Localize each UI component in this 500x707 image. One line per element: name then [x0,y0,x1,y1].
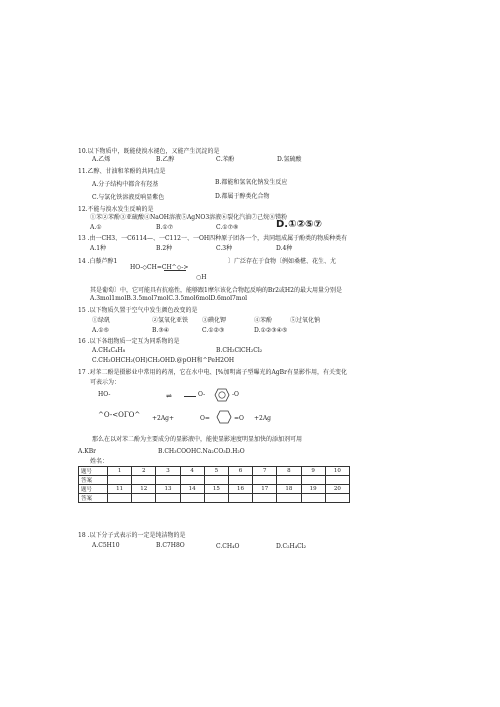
q15-item-1: ①绿矾 [92,317,111,324]
q18-option-a: A.C5H10 [92,542,120,549]
q17-ag: +2Ag [254,415,272,422]
question-number: 5 [204,467,228,476]
question-number: 14 [180,485,204,494]
question-number: 8 [277,467,301,476]
answer-cell[interactable] [253,494,277,503]
answer-cell[interactable] [180,476,204,485]
row-head: 答案 [79,494,108,503]
q10-option-c: C.苯酚 [216,156,235,163]
q12-option-a: A.① [90,224,102,231]
q13-option-c: C.3种 [216,245,233,252]
q14-formula: HO-◇CH=CH^◇-> [130,264,189,271]
q12-option-d: D.①②⑤⑦ [276,219,322,230]
q12-items: ①苯②苯酚③亚硫酸④NaOH溶液⑤AgNO3溶液⑥裂化汽油⑦己烷⑧镁粉 [90,214,288,221]
q11-stem: 11.乙醇、甘油和苯酚的共同点是 [78,168,166,175]
table-row [79,467,350,476]
question-number: 9 [301,467,325,476]
table-row [79,476,350,485]
q16-stem: 16 .以下各组物质一定互为同系物的是 [78,338,180,345]
q11-option-d: D.都属于醇类化合物 [215,193,270,200]
answer-cell[interactable] [132,476,156,485]
q15-option-a: A.①⑤ [92,327,109,334]
answer-cell[interactable] [228,476,252,485]
q18-option-d: D.C₂H₄Cl₂ [276,543,307,550]
answer-cell[interactable] [325,494,349,503]
q17-option-a: A.KBr [78,448,96,455]
quinone-ring-icon [216,410,232,424]
q15-option-d: D.①②③④⑤ [254,327,288,334]
q13-option-a: A.1种 [90,245,107,252]
answer-cell[interactable] [180,494,204,503]
q14-stem-left: 14 .白藜芦醇1 [78,258,118,265]
q11-option-b: B.都能和氢氧化钠发生反应 [215,179,288,186]
q17-bond-line [184,396,196,397]
q18-option-c: C.CH₄O [216,543,240,550]
q11-option-a: A.分子结构中都含有羟基 [92,181,159,188]
q15-item-4: ④苯酚 [254,317,273,324]
q17-stem: 17 .对苯二酚是摄影业中常用的药剂，它在水中电、[%加明离子型曝光的AgBr有显影作用，有关变化 [78,369,347,376]
q17-o-eq-2: =O [234,415,244,422]
answer-cell[interactable] [228,494,252,503]
q17-description: 那么在以对苯二酚为主要成分的显影液中，能使显影速度明显加快的添加剂可用 [92,436,303,443]
q14-options: A.3mol1molB.3.5mol7molC.3.5mol6molD.6mol7mol [90,295,248,302]
answer-cell[interactable] [253,476,277,485]
answer-cell[interactable] [204,494,228,503]
table-row [79,485,350,494]
q17-o-eq: O= [200,415,210,422]
answer-cell[interactable] [301,476,325,485]
row-head: 答案 [79,476,108,485]
q10-option-d: D.氢硫酸 [277,156,302,163]
q17-right-top-o: -O [232,391,239,398]
question-number: 3 [156,467,180,476]
question-number: 6 [228,467,252,476]
question-number: 20 [325,485,349,494]
q18-option-b: B.C7H8O [156,542,185,549]
q17-ho: HO- [98,391,111,398]
q15-option-b: B.③④ [152,327,170,334]
answer-cell[interactable] [132,494,156,503]
table-row [79,494,350,503]
question-number: 2 [132,467,156,476]
q15-stem: 15 .以下物质久置于空气中发生颜色改变的是 [78,307,198,314]
answer-cell[interactable] [301,494,325,503]
q17-ag-ion: +2Ag+ [152,415,175,422]
q12-stem: 12.不能与溴水发生反响的是 [78,206,154,213]
q12-option-b: B.①⑦ [156,224,174,231]
question-number: 15 [204,485,228,494]
q15-item-2: ②氢氧化亚铁 [152,317,189,324]
answer-table [78,466,350,503]
q13-option-b: B.2种 [156,245,173,252]
row-head: 题号 [79,485,108,494]
q13-option-d: D.4种 [276,245,293,252]
answer-cell[interactable] [277,494,301,503]
question-number: 1 [108,467,132,476]
q17-right-top: O- [198,391,206,398]
q16-option-a: A.CH₄C₄H₈ [92,347,126,354]
answer-cell[interactable] [277,476,301,485]
q10-option-a: A.乙烯 [92,156,111,163]
name-label: 姓名： [90,458,109,465]
q14-stem-right: 〕广泛存在于食物〔例如桑椹、花生、尤 [228,258,337,265]
q10-option-b: B.乙醇 [156,156,175,163]
answer-cell[interactable] [156,476,180,485]
question-number: 10 [325,467,349,476]
answer-cell[interactable] [325,476,349,485]
question-number: 16 [228,485,252,494]
question-number: 17 [253,485,277,494]
question-number: 4 [180,467,204,476]
q18-stem: 18 .以下分子式表示的一定是纯洁物的是 [78,532,186,539]
row-head: 题号 [79,467,108,476]
answer-cell[interactable] [108,494,132,503]
q14-formula-bond [164,270,186,271]
q15-option-c: C.①②③ [202,327,225,334]
q17-left-bottom: ^O-<OΓO^ [98,411,141,419]
q14-continuation: 其是葡萄〕中，它可能具有抗癌性，能够跟1摩尔该化合物起反响的Br2或H2的最大用量分别是 [90,287,342,294]
q16-option-b: B.CH₃ClCH₂Cl₂ [216,347,263,354]
q17-stem-2: 可表示为： [90,379,121,386]
question-number: 12 [132,485,156,494]
answer-cell[interactable] [156,494,180,503]
question-number: 18 [277,485,301,494]
q17-option-bcd: B.CH₃COOHC.Na₂CO₃D.H₂O [158,448,245,455]
question-number: 7 [253,467,277,476]
q11-option-c: C.与氯化铁溶液反响显紫色 [92,194,165,201]
q15-item-3: ③碘化钾 [202,317,227,324]
answer-cell[interactable] [108,476,132,485]
question-number: 11 [108,485,132,494]
question-number: 19 [301,485,325,494]
q15-item-5: ⑤过氧化钠 [290,317,321,324]
q13-stem: 13 .由一CH3、一C6114—、一C112一、一OH四种原子团各一个，共同组成属于酚类的物质种类有 [78,235,348,242]
q17-arrow-icon: ⇌ [166,392,172,400]
answer-cell[interactable] [204,476,228,485]
q14-formula-oh: ○H [196,274,207,281]
q12-option-c: C.①⑦⑧ [216,224,239,231]
question-number: 13 [156,485,180,494]
q10-stem: 10.以下物质中，既能使溴水褪色，又能产生沉淀的是 [78,148,220,155]
benzene-ring-icon [214,388,230,402]
q16-option-cd: C.CH₃OHCH₂(OH)CH₂OHD.@pOH和^PeH2OH [92,357,235,364]
